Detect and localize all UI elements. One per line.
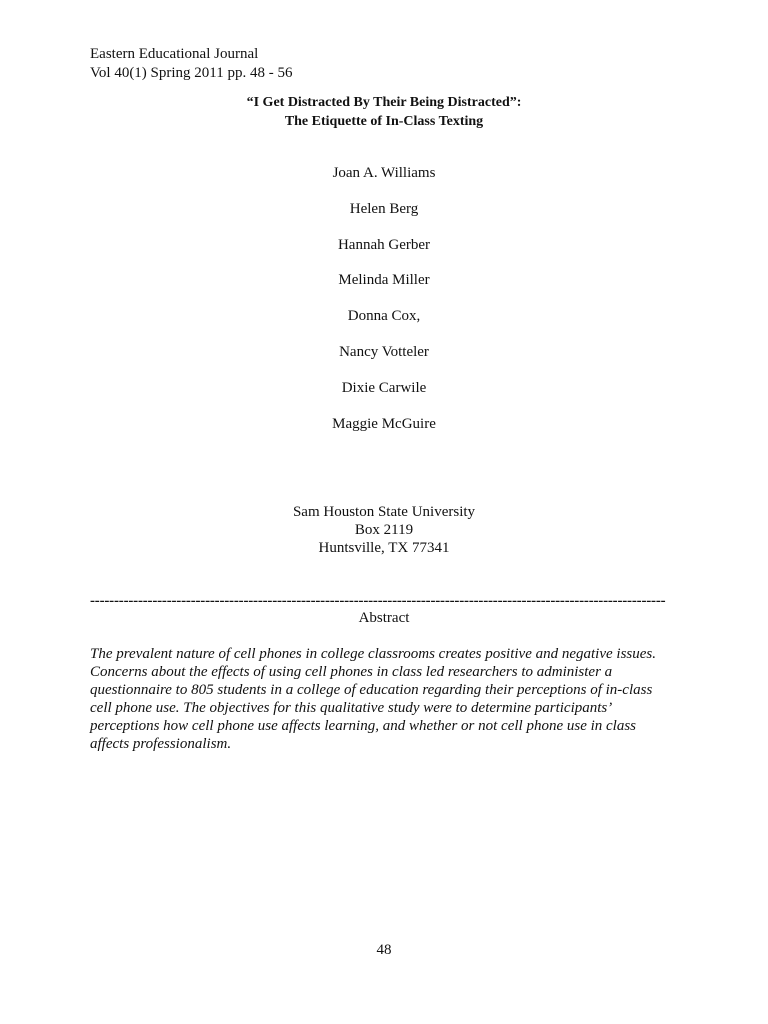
abstract-line: questionnaire to 805 students in a college of education regarding their perceptions of in-class (90, 682, 653, 698)
author-name: Joan A. Williams (332, 165, 436, 181)
author-name: Nancy Votteler (339, 343, 429, 360)
abstract-line: Concerns about the effects of using cell phones in class led researchers to administer a (90, 664, 613, 680)
abstract-line: perceptions how cell phone use affects learning, and whether or not cell phone use in class (90, 718, 637, 734)
author-name: Helen Berg (349, 200, 419, 217)
page-number: 48 (376, 942, 392, 958)
journal-header (90, 45, 293, 83)
institution-city: Huntsville, TX 77341 (318, 540, 450, 556)
journal-issue: Vol 40(1) Spring 2011 pp. 48 - 56 (90, 65, 293, 81)
abstract-line: cell phone use. The objectives for this qualitative study were to determine participants’ (90, 700, 613, 716)
institution-name: Sam Houston State University (292, 504, 476, 520)
article-title (0, 93, 768, 131)
abstract-body (90, 645, 680, 753)
institution-box: Box 2119 (354, 522, 414, 538)
author-name: Dixie Carwile (341, 379, 427, 396)
author-name: Donna Cox, (347, 308, 421, 325)
abstract-line: affects professionalism. (90, 736, 232, 752)
journal-name: Eastern Educational Journal (90, 46, 259, 62)
affiliation-block (0, 503, 768, 557)
separator-line: ------------------------------------------------------------------------------------------------------------------------ (90, 593, 666, 609)
abstract-heading: Abstract (358, 610, 410, 626)
author-list (0, 164, 768, 450)
author-name: Hannah Gerber (337, 236, 431, 253)
author-name: Melinda Miller (338, 272, 430, 289)
author-name: Maggie McGuire (332, 415, 436, 432)
title-line-1: “I Get Distracted By Their Being Distracted”: (246, 95, 522, 110)
abstract-line: The prevalent nature of cell phones in college classrooms creates positive and negative issues. (90, 646, 656, 662)
title-line-2: The Etiquette of In-Class Texting (284, 114, 484, 129)
